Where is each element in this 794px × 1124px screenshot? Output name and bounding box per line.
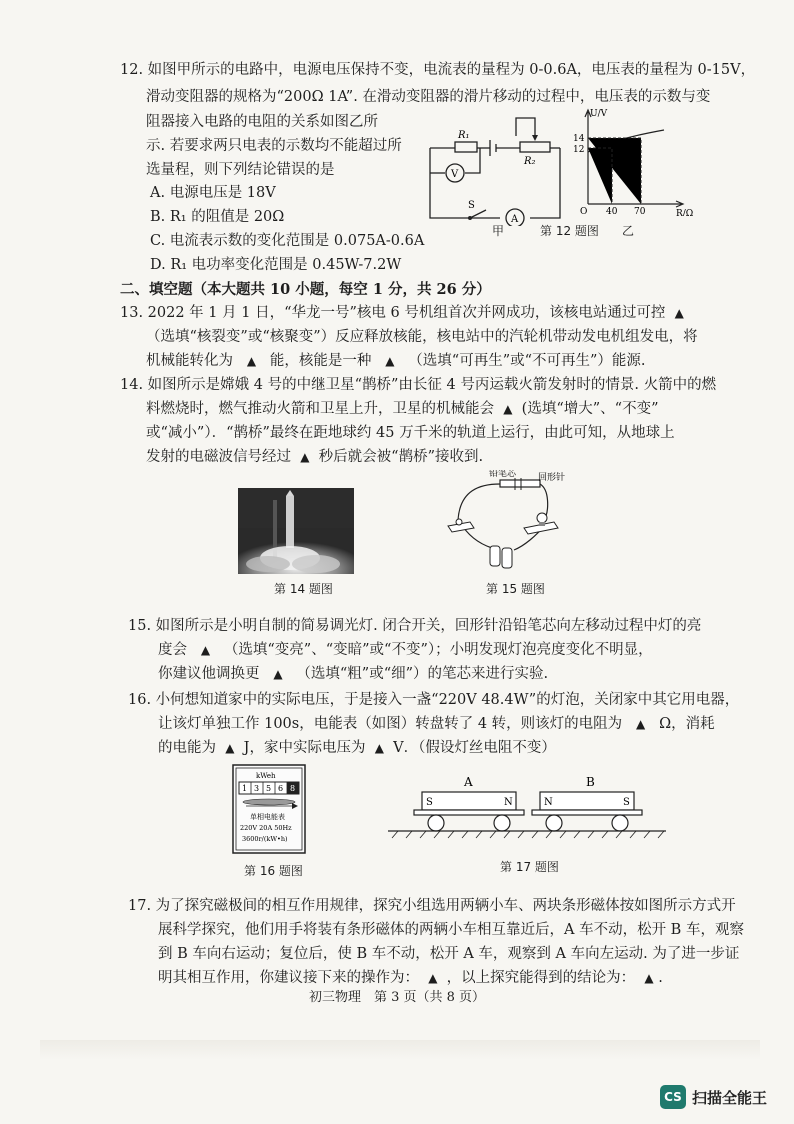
q12-option-b: B. R₁ 的阻值是 20Ω — [150, 209, 285, 225]
answer-blank[interactable]: ▲ — [225, 741, 235, 755]
q17-line3: 到 B 车向右运动；复位后，使 B 车不动，松开 A 车，观察到 A 车向左运动. 为了进一步证 — [158, 946, 740, 962]
graph-x-axis-label: R/Ω — [676, 209, 694, 216]
graph-tick-12: 12 — [573, 145, 585, 155]
q13-line3: 机械能转化为 ▲ 能，核能是一种 ▲ （选填“可再生”或“不可再生”）能源. — [146, 353, 646, 369]
q12-line3: 阻器接入电路的电阻的关系如图乙所 — [146, 114, 378, 130]
camscanner-logo-icon: CS — [660, 1085, 686, 1109]
q17-line4: 明其相互作用，你建议接下来的操作为： ▲ ，以上探究能得到的结论为： ▲ . — [158, 970, 663, 986]
r1-label: R₁ — [458, 130, 470, 141]
fig16-caption: 第 16 题图 — [244, 864, 303, 878]
q15-line3: 你建议他调换更 ▲ （选填“粗”或“细”）的笔芯来进行实验. — [158, 666, 549, 682]
ammeter-label: A — [511, 214, 519, 225]
pencil-lead-label: 铅笔芯 — [489, 470, 517, 479]
graph-tick-40: 40 — [606, 207, 618, 216]
q12-line5: 选量程，则下列结论错误的是 — [146, 162, 335, 178]
magnet-a-right-pole: N — [504, 797, 513, 808]
scanner-watermark — [660, 1082, 790, 1112]
meter-name: 单相电能表 — [250, 813, 285, 821]
electricity-meter — [232, 764, 306, 854]
q17-line1: 17. 为了探究磁极间的相互作用规律，探究小组选用两辆小车、两块条形磁体按如图所示方式开 — [128, 898, 736, 914]
section-fill-in-heading: 二、填空题（本大题共 10 小题，每空 1 分，共 26 分） — [120, 281, 491, 298]
q12-option-d: D. R₁ 电功率变化范围是 0.45W-7.2W — [150, 257, 402, 273]
fig12-caption: 第 12 题图 — [540, 224, 599, 238]
answer-blank[interactable]: ▲ — [385, 354, 395, 368]
voltmeter-label: V — [451, 169, 459, 180]
scan-shadow — [40, 1040, 760, 1060]
q16-line2: 让该灯单独工作 100s，电能表（如图）转盘转了 4 转，则该灯的电阻为 ▲ Ω，消耗 — [158, 716, 715, 732]
magnet-b-left-pole: N — [544, 797, 553, 808]
q14-line2: 料燃烧时，燃气推动火箭和卫星上升，卫星的机械能会 ▲ (选填“增大”、“不变” — [146, 401, 659, 417]
graph-tick-70: 70 — [634, 207, 646, 216]
answer-blank[interactable]: ▲ — [246, 354, 257, 368]
q13-line1: 13. 2022 年 1 月 1 日，“华龙一号”核电 6 号机组首次并网成功，该核电站通过可控 ▲ — [120, 305, 684, 321]
q16-line3: 的电能为 ▲ J，家中实际电压为 ▲ V．（假设灯丝电阻不变） — [158, 740, 556, 756]
r2-label: R₂ — [524, 156, 536, 167]
meter-revolutions: 3600r/(kW•h) — [242, 835, 288, 843]
q16-line1: 16. 小何想知道家中的实际电压，于是接入一盏“220V 48.4W”的灯泡，关闭家中其它用电器， — [128, 692, 740, 708]
meter-digit: 1 — [242, 784, 248, 793]
meter-digit: 3 — [254, 784, 260, 793]
answer-blank[interactable]: ▲ — [273, 667, 283, 681]
fig14-caption: 第 14 题图 — [274, 582, 333, 596]
switch-label: S — [468, 200, 475, 211]
q14-line3: 或“减小”）．“鹊桥”最终在距地球约 45 万千米的轨道上运行，由此可知，从地球上 — [146, 425, 675, 441]
q12-voltage-resistance-graph — [572, 104, 702, 216]
q14-line4: 发射的电磁波信号经过 ▲ 秒后就会被“鹊桥”接收到. — [146, 449, 484, 465]
magnet-a-left-pole: S — [426, 797, 433, 808]
answer-blank[interactable]: ▲ — [300, 450, 310, 464]
answer-blank[interactable]: ▲ — [674, 306, 684, 320]
meter-spec: 220V 20A 50Hz — [240, 824, 292, 832]
answer-blank[interactable]: ▲ — [200, 643, 211, 657]
answer-blank[interactable]: ▲ — [636, 717, 646, 731]
q12-option-a: A. 电源电压是 18V — [150, 185, 276, 201]
q13-line2: （选填“核裂变”或“核聚变”）反应释放核能，核电站中的汽轮机带动发电机组发电，将 — [146, 329, 698, 345]
meter-digit: 6 — [278, 784, 284, 793]
graph-origin-label: O — [580, 207, 588, 216]
q12-line4: 示. 若要求两只电表的示数均不能超过所 — [146, 138, 402, 154]
answer-blank[interactable]: ▲ — [374, 741, 384, 755]
q15-line1: 15. 如图所示是小明自制的简易调光灯. 闭合开关，回形针沿铅笔芯向左移动过程中灯的亮 — [128, 618, 702, 634]
paper-clip-label: 回形针 — [538, 473, 566, 483]
magnet-b-right-pole: S — [623, 797, 630, 808]
answer-blank[interactable]: ▲ — [428, 971, 438, 985]
answer-blank[interactable]: ▲ — [503, 402, 513, 416]
cart-a-label: A — [464, 775, 473, 789]
dimmer-lamp-circuit — [440, 470, 570, 574]
graph-y-axis-label: U/V — [590, 109, 608, 119]
q12-option-c: C. 电流表示数的变化范围是 0.075A-0.6A — [150, 233, 425, 249]
magnet-carts-diagram — [386, 774, 668, 844]
meter-unit-label: kWeh — [256, 772, 276, 780]
q15-line2: 度会 ▲ （选填“变亮”、“变暗”或“不变”）；小明发现灯泡亮度变化不明显， — [158, 642, 653, 658]
q14-line1: 14. 如图所示是嫦娥 4 号的中继卫星“鹊桥”由长征 4 号丙运载火箭发射时的情景. 火箭中的燃 — [120, 377, 717, 393]
meter-digit: 8 — [290, 784, 296, 793]
q12-line2: 滑动变阻器的规格为“200Ω 1A”. 在滑动变阻器的滑片移动的过程中，电压表的示数与变 — [146, 89, 711, 105]
fig15-caption: 第 15 题图 — [486, 582, 545, 596]
rocket-launch-photo — [238, 488, 354, 574]
graph-tick-14: 14 — [573, 134, 585, 144]
q12-circuit-diagram — [420, 108, 580, 226]
meter-digit: 5 — [266, 784, 272, 793]
q12-line1: 12. 如图甲所示的电路中，电源电压保持不变，电流表的量程为 0-0.6A，电压表的量程为 0-15V， — [120, 62, 756, 78]
answer-blank[interactable]: ▲ — [644, 971, 654, 985]
fig17-caption: 第 17 题图 — [500, 860, 559, 874]
watermark-text: 扫描全能王 — [692, 1088, 768, 1107]
cart-b-label: B — [586, 775, 595, 789]
page-footer: 初三物理 第 3 页（共 8 页） — [308, 990, 486, 1005]
fig12-label-yi: 乙 — [622, 224, 635, 238]
q17-line2: 展科学探究，他们用手将装有条形磁体的两辆小车相互靠近后，A 车不动，松开 B 车，观察 — [158, 922, 744, 938]
fig12-label-jia: 甲 — [492, 224, 505, 238]
